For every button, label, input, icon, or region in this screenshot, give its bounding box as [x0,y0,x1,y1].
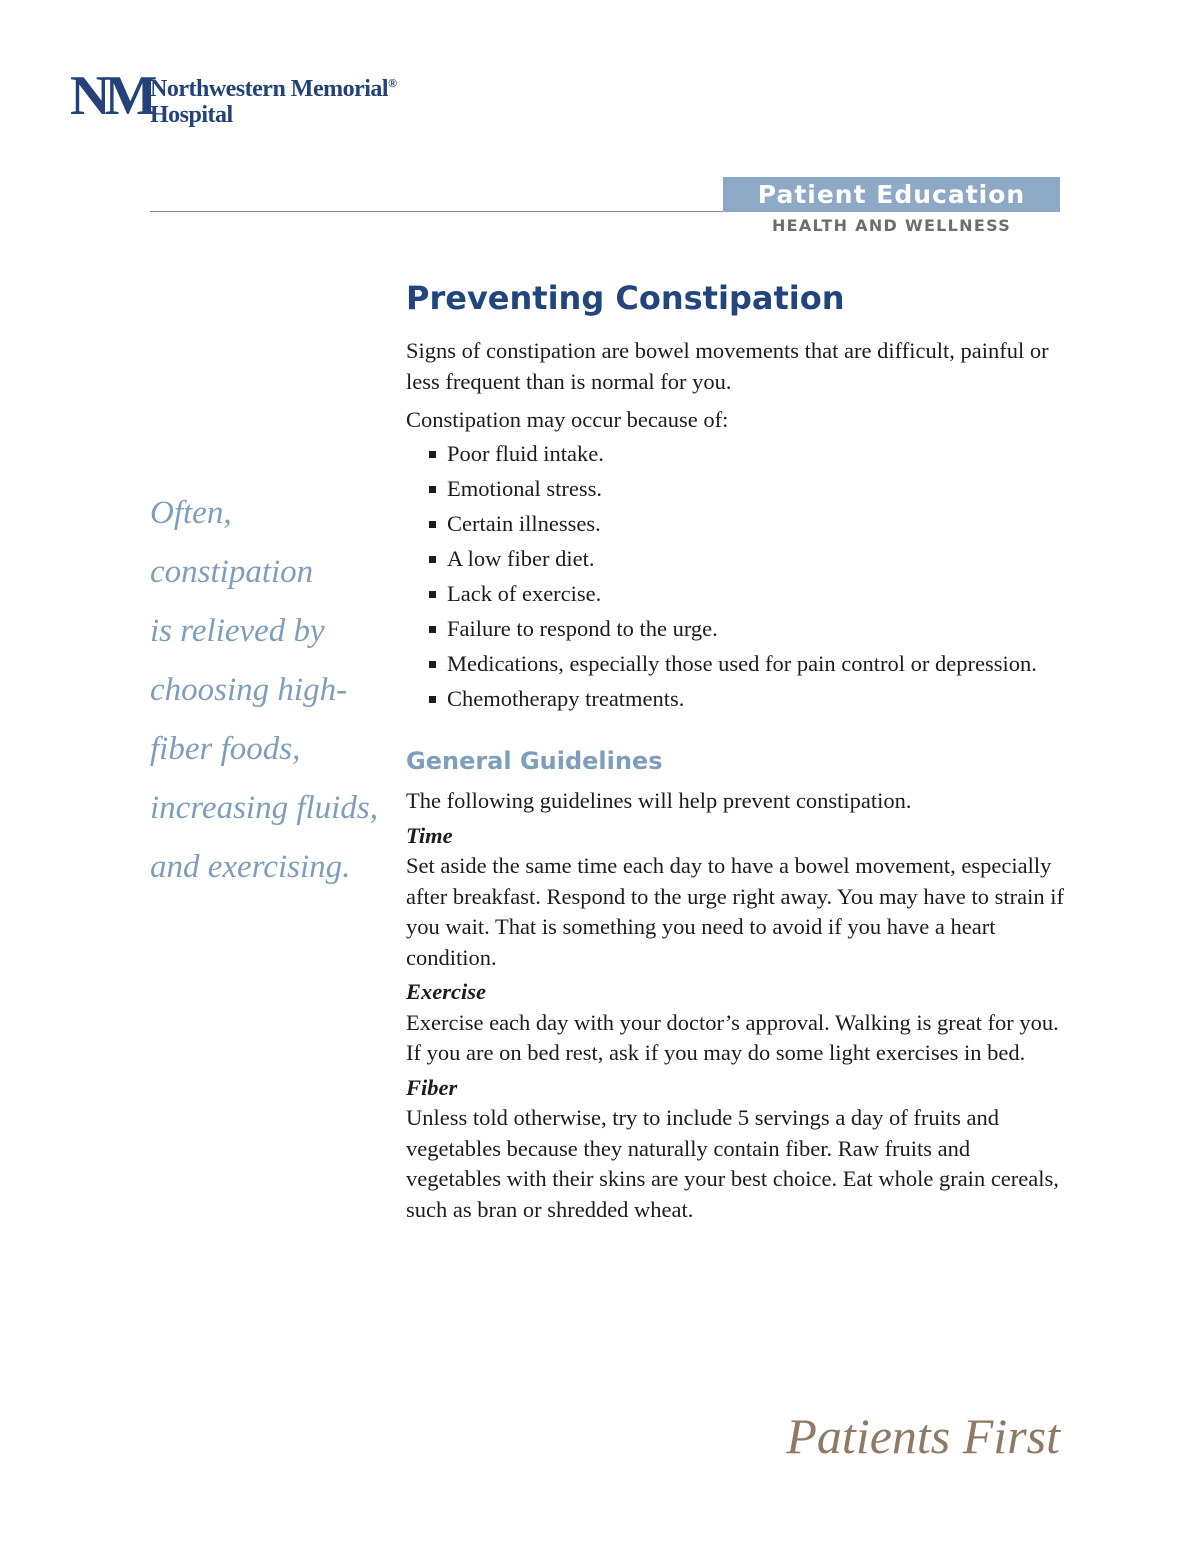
intro-paragraph: Signs of constipation are bowel movements that are difficult, painful or less frequent than is normal for you. [406,338,1049,394]
page-title: Preventing Constipation [406,279,845,317]
subheading-time: Time [406,822,453,848]
list-item: Emotional stress. [447,474,1066,505]
causes-list [406,439,1066,715]
guidelines-intro: The following guidelines will help prevent constipation. [406,788,912,813]
logo-line-1: Northwestern Memorial [150,76,389,102]
pull-quote-line: and exercising. [150,849,351,885]
pull-quote-line: fiber foods, [150,731,301,767]
paragraph-exercise: Exercise each day with your doctor’s approval. Walking is great for you. If you are on bed rest, ask if you may do some light exercises in bed. [406,1009,1059,1065]
main-content [406,276,1066,1225]
pull-quote-line: Often, [150,495,232,531]
paragraph-time: Set aside the same time each day to have a bowel movement, especially after breakfast. Respond to the urge right away. You may have to strain if you wait. That is something you need to avoid if you have a heart condition. [406,853,1064,970]
list-item: Failure to respond to the urge. [447,614,1066,645]
paragraph-fiber: Unless told otherwise, try to include 5 servings a day of fruits and vegetables because they naturally contain fiber. Raw fruits and vegetables with their skins are your best choice. Eat whole grain cereals, such as bran or shredded wheat. [406,1105,1059,1222]
logo-registered-mark: ® [388,76,397,90]
list-item: Lack of exercise. [447,579,1066,610]
logo-line-2: Hospital [150,102,233,128]
list-item: Certain illnesses. [447,509,1066,540]
pull-quote-line: constipation [150,554,314,590]
pull-quote [150,484,400,897]
category-label: HEALTH AND WELLNESS [771,216,1012,235]
pull-quote-line: is relieved by [150,613,325,649]
section-heading-general-guidelines: General Guidelines [406,747,663,775]
list-item: A low fiber diet. [447,544,1066,575]
causes-intro: Constipation may occur because of: [406,407,729,432]
list-item: Poor fluid intake. [447,439,1066,470]
pull-quote-line: increasing fluids, [150,790,378,826]
pull-quote-line: choosing high- [150,672,348,708]
logo-wordmark [150,70,397,128]
footer-tagline: Patients First [786,1408,1060,1464]
patient-education-band: Patient Education [723,177,1060,212]
subheading-fiber: Fiber [406,1074,458,1100]
logo-mark: NM [70,65,152,127]
subheading-exercise: Exercise [406,979,486,1004]
list-item: Chemotherapy treatments. [447,684,1066,715]
list-item: Medications, especially those used for pain control or depression. [447,649,1066,680]
